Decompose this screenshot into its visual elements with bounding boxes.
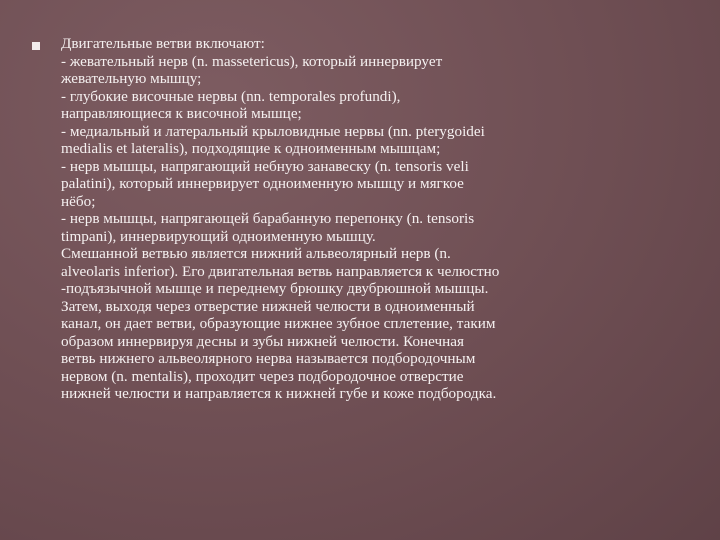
text-line: palatini), который иннервирует одноименную мышцу и мягкое <box>61 175 464 192</box>
text-line: нижней челюсти и направляется к нижней губе и коже подбородка. <box>61 385 497 402</box>
text-line: Двигательные ветви включают: <box>61 35 265 52</box>
text-line: канал, он дает ветви, образующие нижнее зубное сплетение, таким <box>61 315 496 332</box>
text-line: alveolaris inferior). Его двигательная ветвь направляется к челюстно <box>61 262 500 280</box>
text-line: timpani), иннервирующий одноименную мышцу. <box>61 227 376 245</box>
text-line: Затем, выходя через отверстие нижней челюсти в одноименный <box>61 297 475 315</box>
text-line: Смешанной ветвью является нижний альвеолярный нерв (n. <box>61 245 451 262</box>
text-line: - жевательный нерв (n. massetericus), который иннервирует <box>61 52 443 70</box>
text-line: - глубокие височные нервы (nn. temporales profundi), <box>61 87 401 105</box>
square-bullet-icon <box>32 42 40 50</box>
body-text <box>61 35 701 403</box>
text-line: - нерв мышцы, напрягающий небную занавеску (n. tensoris veli <box>61 157 469 175</box>
text-line: - медиальный и латеральный крыловидные нервы (nn. pterygoidei <box>61 122 485 140</box>
text-line: - нерв мышцы, напрягающей барабанную перепонку (n. tensoris <box>61 210 475 227</box>
text-line: нервом (n. mentalis), проходит через подбородочное отверстие <box>61 367 464 385</box>
text-line: ветвь нижнего альвеолярного нерва называется подбородочным <box>61 350 476 367</box>
text-line: направляющиеся к височной мышце; <box>61 105 302 122</box>
text-line: жевательную мышцу; <box>61 70 202 87</box>
text-line: -подъязычной мышце и переднему брюшку двубрюшной мышцы. <box>61 280 489 297</box>
text-line: medialis et lateralis), подходящие к одноименным мышцам; <box>61 140 441 157</box>
text-line: нёбо; <box>61 192 96 210</box>
text-line: образом иннервируя десны и зубы нижней челюсти. Конечная <box>61 332 465 350</box>
